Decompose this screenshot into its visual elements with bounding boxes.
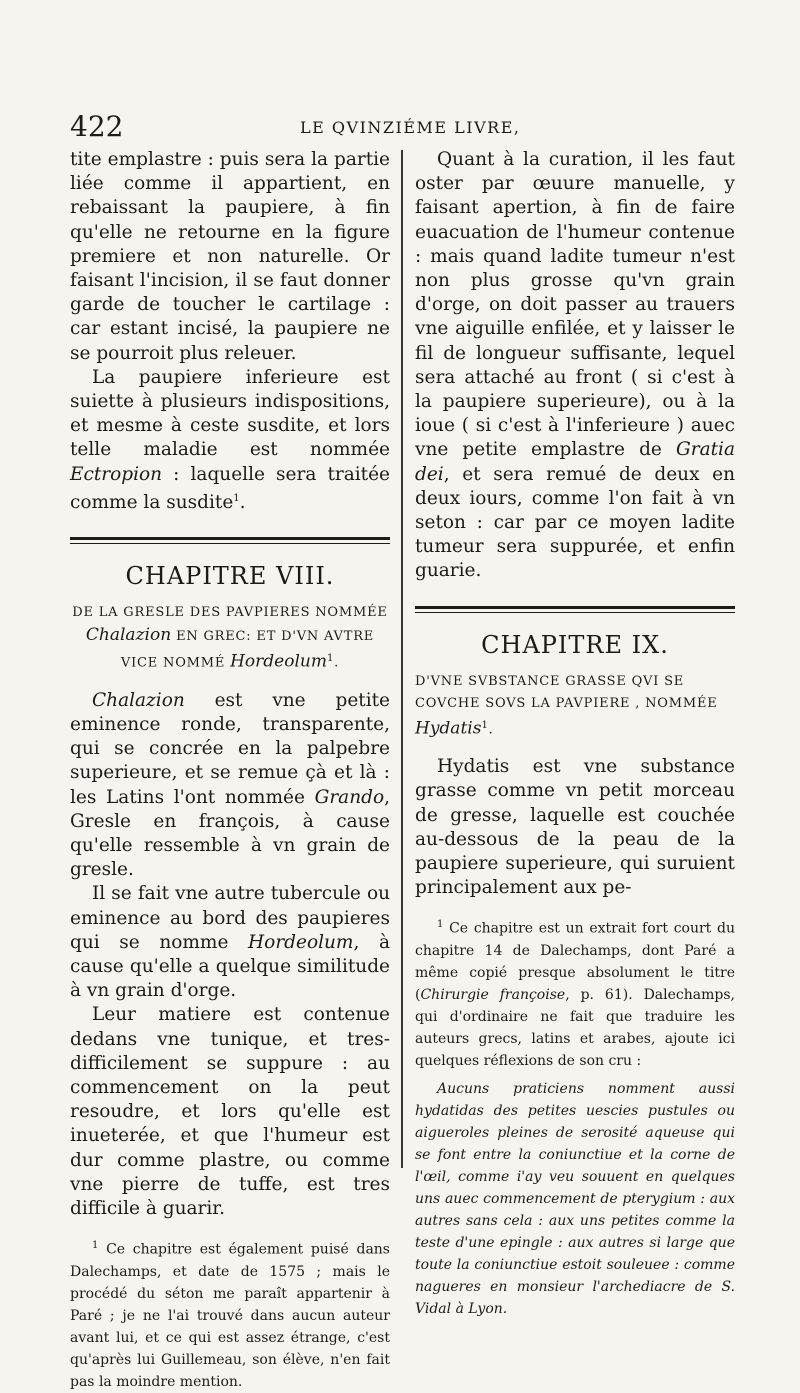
left-paragraph-5: Leur matiere est contenue dedans vne tunique, et tres-difficilement se suppure : au commencement on la peut resoudre, et lors qu'elle est inueterée, et que l'humeur est dur comme plastre, ou comme vne pierre de tuffe, est tres difficile à guarir. [70, 1004, 390, 1219]
right-paragraph-1: Quant à la curation, il les faut oster par œuure manuelle, y faisant apertion, à fin de faire euacuation de l'humeur contenue : mais quand ladite tumeur n'est non plus grosse qu'vn grain d'orge, on doit passer au trauers vne aiguille enfilée, et y laisser le fil de longueur suffisante, lequel sera attaché au front ( si c'est à la paupiere superieure), ou à la ioue ( si c'est à l'inferieure ) auec vne petite emplastre de Gratia dei, et sera remué de deux en deux iours, comme l'on fait à vn seton : car par ce moyen ladite tumeur sera suppurée, et enfin guarie. [415, 149, 735, 582]
chapter-heading-ix: CHAPITRE IX. [481, 630, 669, 659]
section-rule [415, 606, 735, 613]
left-column [70, 148, 390, 1393]
right-footnote-quote: Aucuns praticiens nomment aussi hydatidas des petites uescies pustules ou aigueroles pleines de serosité aqueuse qui se font entre la coniunctiue et la corne de l'œil, comme i'ay veu souuent en quelques uns auec commencement de pterygium : aux autres sans cela : aux uns petites comme la teste d'une epingle : aux autres si large que toute la coniunctiue estoit souleuee : comme nagueres en monsieur l'archediacre de S. Vidal à Lyon. [415, 1081, 735, 1318]
column-divider [401, 150, 403, 1168]
page-number: 422 [70, 110, 124, 143]
left-footnote: $^1$ Ce chapitre est également puisé dans Dalechamps, et date de 1575 ; mais le procédé du séton me paraît appartenir à Paré ; je ne l'ai trouvé dans aucun auteur avant lui, et ce qui est assez étrange, c'est qu'après lui Guillemeau, son élève, n'en fait pas la moindre mention. [70, 1240, 390, 1390]
left-paragraph-3: Chalazion est vne petite eminence ronde, transparente, qui se concrée en la palpebre superieure, et se remue çà et là : les Latins l'ont nommée Grando, Gresle en françois, à cause qu'elle ressemble à vn grain de gresle. [70, 689, 390, 881]
left-paragraph-2: La paupiere inferieure est suiette à plusieurs indispositions, et mesme à ceste susdite, et lors telle maladie est nommée Ectropion : laquelle sera traitée comme la susdite$^1$. [70, 366, 390, 513]
page-header [70, 110, 730, 144]
running-head: LE QVINZIÉME LIVRE, [300, 118, 521, 137]
left-paragraph-1: tite emplastre : puis sera la partie liée comme il appartient, en rebaissant la paupiere, à fin qu'elle ne retourne en la figure premiere et non naturelle. Or faisant l'incision, il se faut donner garde de toucher le cartilage : car estant incisé, la paupiere ne se pourroit plus releuer. [70, 149, 390, 364]
section-rule [70, 537, 390, 544]
chapter-title-viii: DE LA GRESLE DES PAVPIERES NOMMÉE Chalazion EN GREC: ET D'VN AVTRE VICE NOMMÉ Hordeolum$^1$. [72, 605, 388, 672]
right-footnote: $^1$ Ce chapitre est un extrait fort court du chapitre 14 de Dalechamps, dont Paré a même copié presque absolument le titre (Chirurgie françoise, p. 61). Dalechamps, qui d'ordinaire ne fait que traduire les auteurs grecs, latins et arabes, ajoute ici quelques réflexions de son cru : [415, 919, 735, 1070]
chapter-title-ix: D'VNE SVBSTANCE GRASSE QVI SE COVCHE SOVS LA PAVPIERE , NOMMÉE Hydatis$^1$. [415, 673, 718, 739]
right-paragraph-2: Hydatis est vne substance grasse comme vn petit morceau de gresse, laquelle est couchée au-dessous de la peau de la paupiere superieure, qui suruient principalement aux pe- [415, 756, 735, 899]
left-paragraph-4: Il se fait vne autre tubercule ou eminence au bord des paupieres qui se nomme Hordeolum, à cause qu'elle a quelque similitude à vn grain d'orge. [70, 883, 390, 1002]
right-column [415, 148, 735, 1320]
chapter-heading-viii: CHAPITRE VIII. [125, 562, 335, 591]
